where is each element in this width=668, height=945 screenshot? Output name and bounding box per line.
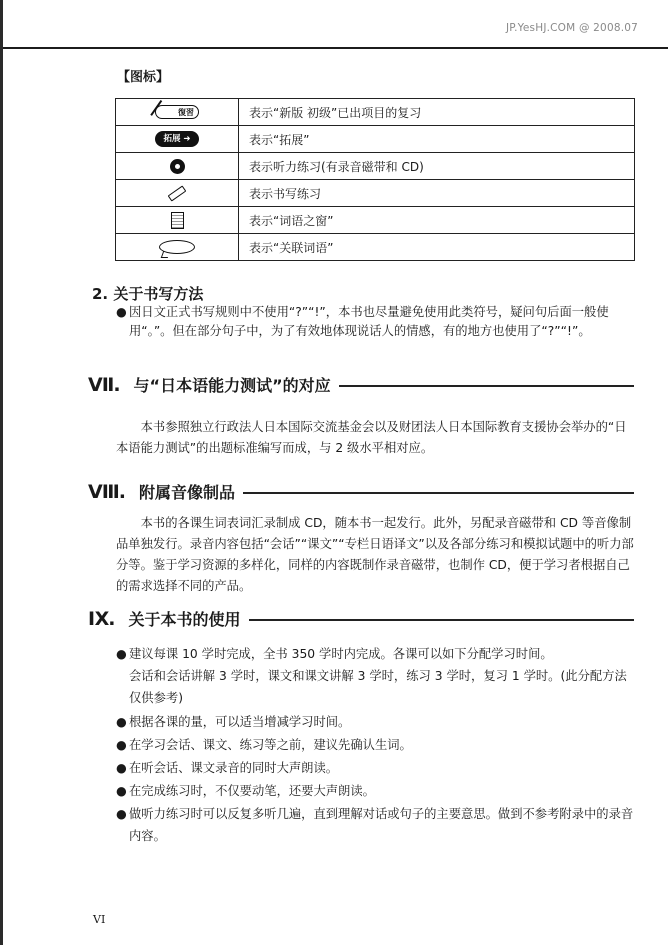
legend-row bbox=[116, 207, 635, 234]
icon-legend-table bbox=[115, 98, 635, 261]
section-7-heading bbox=[88, 373, 634, 396]
bullet-icon: ● bbox=[116, 305, 127, 319]
cd-listening-icon bbox=[170, 159, 185, 174]
legend-row bbox=[116, 99, 635, 126]
heading-rule bbox=[243, 492, 634, 494]
usage-list-item bbox=[116, 711, 638, 733]
section-number: Ⅶ. bbox=[88, 373, 120, 396]
bullet-icon: ● bbox=[116, 715, 127, 729]
usage-list-item bbox=[116, 780, 638, 802]
allocation-note: 会话和会话讲解 3 学时，课文和课文讲解 3 学时，练习 3 学时，复习 1 学时。(此分配方法仅供参考) bbox=[129, 669, 627, 705]
bullet-icon: ● bbox=[116, 647, 127, 661]
section-title: 与“日本语能力测试”的对应 bbox=[133, 376, 331, 395]
legend-row bbox=[116, 153, 635, 180]
legend-description: 表示“词语之窗” bbox=[239, 207, 635, 234]
usage-item-text: 建议每课 10 学时完成，全书 350 学时内完成。各课可以如下分配学习时间。 bbox=[129, 647, 553, 661]
usage-item-text: 做听力练习时可以反复多听几遍，直到理解对话或句子的主要意思。做到不参考附录中的录音内容。 bbox=[129, 807, 634, 843]
section-8-text: 本书的各课生词表词汇录制成 CD，随本书一起发行。此外，另配录音磁带和 CD 等音像制品单独发行。录音内容包括“会话”“课文”“专栏日语译文”以及各部分练习和模拟试题中的听力部分等。鉴于学习资源的多样化，同样的内容既制作录音磁带，也制作 CD，便于学习者根据自己的需求选择不同的产品。 bbox=[116, 516, 634, 593]
legend-row bbox=[116, 126, 635, 153]
notebook-icon bbox=[171, 212, 184, 229]
bullet-icon: ● bbox=[116, 761, 127, 775]
usage-list-item bbox=[116, 803, 638, 847]
legend-title: 【图标】 bbox=[117, 70, 170, 85]
usage-list-item bbox=[116, 757, 638, 779]
legend-description: 表示“关联词语” bbox=[239, 234, 635, 261]
section-title: 附属音像制品 bbox=[139, 483, 236, 502]
extension-icon-label: 拓展 bbox=[163, 134, 181, 144]
review-icon: 復習 bbox=[155, 105, 199, 119]
writing-method-text: 因日文正式书写规则中不使用“?”“!”，本书也尽量避免使用此类符号，疑问句后面一般使用“。”。但在部分句子中，为了有效地体现说话人的情感，有的地方也使用了“?”“!”。 bbox=[129, 305, 609, 338]
usage-item-text: 根据各课的量，可以适当增减学习时间。 bbox=[129, 715, 351, 729]
section-number: Ⅸ. bbox=[88, 607, 115, 630]
section-7-text: 本书参照独立行政法人日本国际交流基金会以及财团法人日本国际教育支援协会举办的“日本语能力测试”的出题标准编写而成，与 2 级水平相对应。 bbox=[116, 420, 627, 455]
bullet-icon: ● bbox=[116, 738, 127, 752]
section-9-heading bbox=[88, 607, 634, 630]
pencil-writing-icon bbox=[168, 185, 187, 201]
usage-list-item bbox=[116, 643, 638, 709]
heading-rule bbox=[249, 619, 634, 621]
legend-description: 表示书写练习 bbox=[239, 180, 635, 207]
extension-icon: 拓展 ➜ bbox=[155, 131, 199, 147]
usage-item-text: 在听会话、课文录音的同时大声朗读。 bbox=[129, 761, 339, 775]
watermark: JP.YesHJ.COM @ 2008.07 bbox=[505, 22, 638, 34]
section-8-heading bbox=[88, 480, 634, 503]
legend-description: 表示“拓展” bbox=[239, 126, 635, 153]
bullet-icon: ● bbox=[116, 807, 127, 821]
bullet-icon: ● bbox=[116, 784, 127, 798]
usage-item-text: 在学习会话、课文、练习等之前，建议先确认生词。 bbox=[129, 738, 412, 752]
header-rule bbox=[3, 47, 668, 49]
speech-bubble-icon bbox=[159, 240, 195, 254]
usage-item-text: 在完成练习时，不仅要动笔，还要大声朗读。 bbox=[129, 784, 375, 798]
section-number: Ⅷ. bbox=[88, 480, 125, 503]
page-number: VI bbox=[93, 913, 106, 926]
usage-list-item bbox=[116, 734, 638, 756]
legend-row bbox=[116, 234, 635, 261]
heading-rule bbox=[339, 385, 634, 387]
legend-description: 表示听力练习(有录音磁带和 CD) bbox=[239, 153, 635, 180]
writing-method-heading: 2. 关于书写方法 bbox=[92, 285, 204, 303]
writing-method-paragraph bbox=[116, 303, 636, 341]
legend-row bbox=[116, 180, 635, 207]
section-title: 关于本书的使用 bbox=[128, 610, 241, 629]
page-left-border bbox=[0, 0, 3, 945]
legend-description: 表示“新版 初级”已出项目的复习 bbox=[239, 99, 635, 126]
